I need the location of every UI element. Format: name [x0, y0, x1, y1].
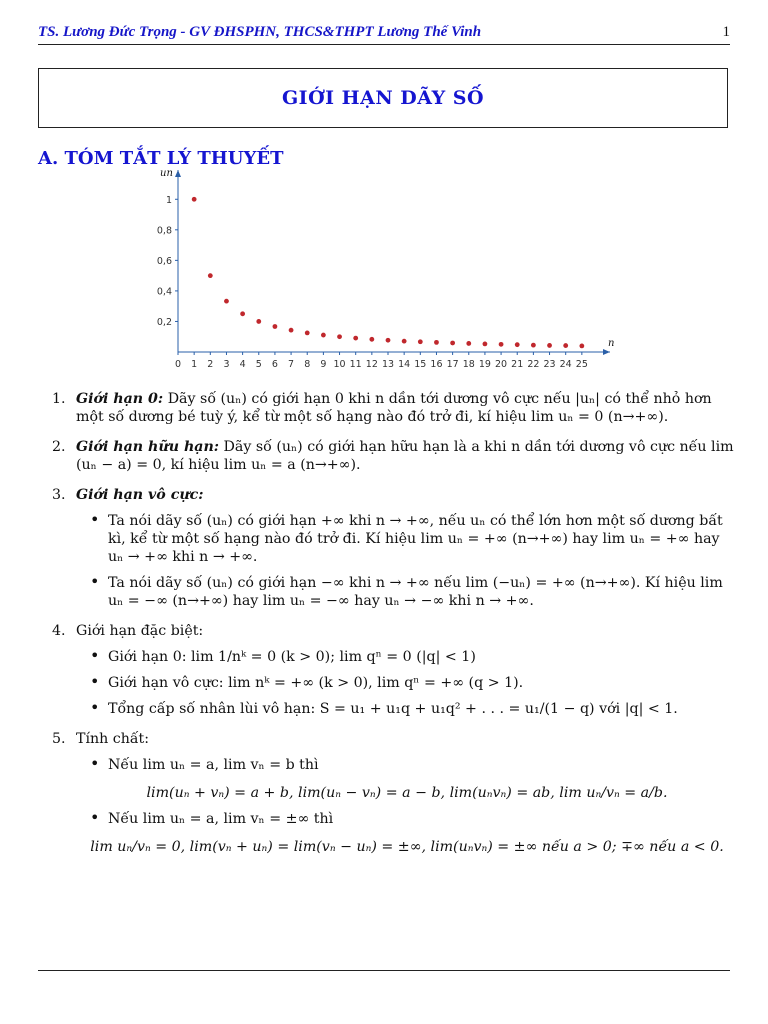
data-point: [321, 333, 326, 338]
data-point: [337, 334, 342, 339]
x-axis-arrow: [603, 349, 610, 355]
y-tick-label: 0,6: [156, 255, 172, 267]
item-number: 2.: [52, 439, 66, 455]
x-tick-label: 22: [527, 359, 540, 370]
x-tick-label: 5: [255, 359, 262, 370]
footer-rule: [38, 970, 730, 971]
bullet-item: • Giới hạn vô cực: lim nᵏ = +∞ (k > 0), lim qⁿ = +∞ (q > 1).: [76, 674, 738, 692]
item-text: Dãy số (uₙ) có giới hạn hữu hạn là a khi n dần tới dương vô cực nếu lim (uₙ − a) = 0, kí hiệu lim uₙ = a (n→+∞).: [76, 439, 734, 473]
x-tick-label: 25: [575, 359, 588, 370]
data-point: [369, 337, 374, 342]
data-point: [547, 343, 552, 348]
item-text: Dãy số (uₙ) có giới hạn 0 khi n dần tới dương vô cực nếu |uₙ| có thể nhỏ hơn một số dương bé tuỳ ý, kể từ một số hạng nào đó trở đi, kí hiệu lim uₙ = 0 (n→+∞).: [76, 391, 712, 425]
item-title: Giới hạn 0:: [76, 391, 164, 407]
y-tick-label: 0,4: [156, 286, 172, 298]
data-point: [579, 343, 584, 348]
data-point: [208, 273, 213, 278]
x-tick-label: 9: [320, 359, 327, 370]
bullet-item: • Ta nói dãy số (uₙ) có giới hạn −∞ khi n → +∞ nếu lim (−uₙ) = +∞ (n→+∞). Kí hiệu lim uₙ = −∞ (n→+∞) hay lim uₙ = −∞ hay uₙ → −∞ khi n → +∞.: [76, 574, 738, 610]
bullet-item: • Ta nói dãy số (uₙ) có giới hạn +∞ khi n → +∞, nếu uₙ có thể lớn hơn một số dương bất kì, kể từ một số hạng nào đó trở đi. Kí hiệu lim uₙ = +∞ (n→+∞) hay lim uₙ = +∞ hay uₙ → +∞ khi n → +∞.: [76, 512, 738, 566]
section-title: A. TÓM TẮT LÝ THUYẾT: [38, 148, 284, 169]
x-axis-label: n: [608, 338, 615, 349]
x-tick-label: 18: [462, 359, 475, 370]
data-point: [386, 338, 391, 343]
x-tick-label: 1: [191, 359, 198, 370]
item-number: 1.: [52, 391, 66, 407]
x-tick-label: 24: [559, 359, 572, 370]
y-tick-label: 0,8: [156, 225, 172, 237]
bullet-item: • Nếu lim uₙ = a, lim vₙ = ±∞ thì: [76, 810, 738, 828]
x-tick-label: 11: [349, 359, 362, 370]
data-point: [499, 342, 504, 347]
x-tick-label: 6: [271, 359, 278, 370]
bullet-item: • Tổng cấp số nhân lùi vô hạn: S = u₁ + u₁q + u₁q² + . . . = u₁/(1 − q) với |q| < 1.: [76, 700, 738, 718]
bullet-list: [76, 512, 738, 610]
item-number: 3.: [52, 487, 66, 503]
x-tick-label: 17: [446, 359, 459, 370]
item-properties: [38, 730, 738, 856]
x-tick-label: 3: [223, 359, 230, 370]
x-tick-label: 0: [174, 359, 182, 370]
data-point: [483, 342, 488, 347]
data-point: [450, 341, 455, 346]
x-tick-label: 15: [414, 359, 427, 370]
data-point: [434, 340, 439, 345]
item-title: Tính chất:: [76, 731, 150, 747]
y-tick-label: 1: [165, 194, 172, 206]
data-point: [224, 299, 229, 304]
sequence-chart: [150, 168, 620, 374]
data-point: [515, 342, 520, 347]
document-title: GIỚI HẠN DÃY SỐ: [281, 87, 485, 109]
bullet-list: [76, 810, 738, 828]
y-tick-label: 0,2: [156, 316, 172, 328]
x-tick-label: 7: [288, 359, 295, 370]
bullet-list: [76, 756, 738, 774]
x-tick-label: 4: [239, 359, 246, 370]
formula: lim uₙ/vₙ = 0, lim(vₙ + uₙ) = lim(vₙ − uₙ) = ±∞, lim(uₙvₙ) = ±∞ nếu a > 0; ∓∞ nếu a < 0.: [90, 839, 724, 855]
item-finite-limit: [38, 438, 738, 474]
bullet-item: • Giới hạn 0: lim 1/nᵏ = 0 (k > 0); lim qⁿ = 0 (|q| < 1): [76, 648, 738, 666]
x-tick-label: 20: [495, 359, 508, 370]
x-tick-label: 12: [365, 359, 378, 370]
x-tick-label: 23: [543, 359, 556, 370]
data-point: [531, 343, 536, 348]
data-point: [192, 197, 197, 202]
y-axis-arrow: [175, 170, 181, 177]
header-title: TS. Lương Đức Trọng - GV ĐHSPHN, THCS&THPT Lương Thế Vinh: [38, 24, 482, 40]
formula: lim(uₙ + vₙ) = a + b, lim(uₙ − vₙ) = a − b, lim(uₙvₙ) = ab, lim uₙ/vₙ = a/b.: [146, 785, 668, 801]
item-number: 5.: [52, 731, 66, 747]
data-point: [466, 341, 471, 346]
data-point: [289, 328, 294, 333]
x-tick-label: 2: [207, 359, 214, 370]
data-point: [240, 311, 245, 316]
x-tick-label: 13: [381, 359, 395, 370]
data-point: [353, 336, 358, 341]
item-title: Giới hạn đặc biệt:: [76, 623, 204, 639]
page-number: 1: [722, 24, 730, 40]
bullet-item: • Nếu lim uₙ = a, lim vₙ = b thì: [76, 756, 738, 774]
item-special-limits: [38, 622, 738, 718]
title-box: [38, 68, 728, 128]
data-point: [273, 324, 278, 329]
x-tick-label: 8: [304, 359, 311, 370]
page-header: [38, 22, 730, 45]
x-tick-label: 14: [398, 359, 411, 370]
item-infinite-limit: [38, 486, 738, 610]
data-point: [418, 339, 423, 344]
data-point: [563, 343, 568, 348]
x-tick-label: 19: [478, 359, 491, 370]
data-point: [256, 319, 261, 324]
data-point: [402, 339, 407, 344]
item-number: 4.: [52, 623, 66, 639]
y-axis-label: un: [160, 168, 173, 179]
x-tick-label: 16: [430, 359, 443, 370]
x-tick-label: 10: [333, 359, 346, 370]
data-point: [305, 331, 310, 336]
item-limit-zero: [38, 390, 738, 426]
item-title: Giới hạn hữu hạn:: [76, 439, 220, 455]
content: [38, 390, 738, 868]
bullet-list: [76, 648, 738, 718]
x-tick-label: 21: [511, 359, 524, 370]
item-title: Giới hạn vô cực:: [76, 487, 204, 503]
